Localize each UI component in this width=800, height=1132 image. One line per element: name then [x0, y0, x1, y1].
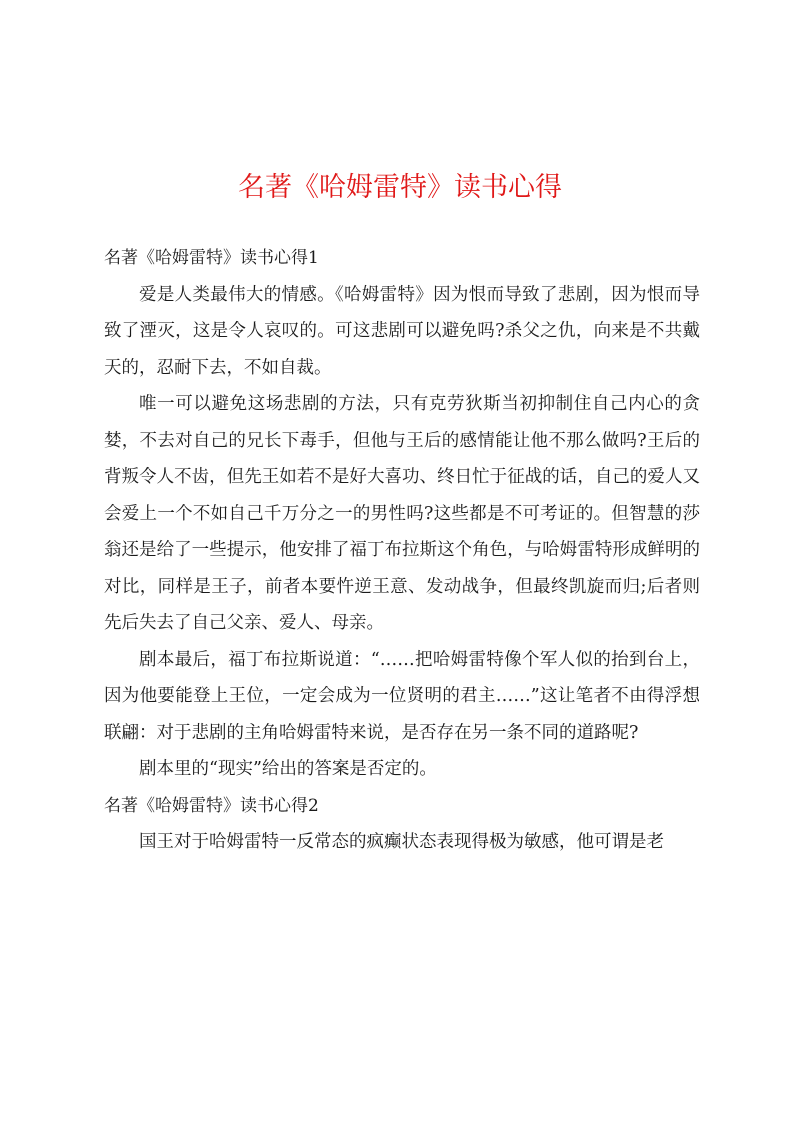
document-title: 名著《哈姆雷特》读书心得	[238, 172, 562, 203]
paragraph: 剧本最后，福丁布拉斯说道：“……把哈姆雷特像个军人似的抬到台上，因为他要能登上王位，一定会成为一位贤明的君主……”这让笔者不由得浮想联翩：对于悲剧的主角哈姆雷特来说，是否存在另一条不同的道路呢?	[104, 649, 700, 743]
paragraph: 剧本里的“现实”给出的答案是否定的。	[139, 759, 437, 779]
paragraph: 爱是人类最伟大的情感。《哈姆雷特》因为恨而导致了悲剧，因为恨而导致了湮灭，这是令人哀叹的。可这悲剧可以避免吗?杀父之仇，向来是不共戴天的，忍耐下去，不如自裁。	[104, 284, 700, 378]
section-heading-1: 名著《哈姆雷特》读书心得1	[104, 248, 319, 268]
section-heading-2: 名著《哈姆雷特》读书心得2	[104, 795, 319, 816]
paragraph: 国王对于哈姆雷特一反常态的疯癫状态表现得极为敏感，他可谓是老	[139, 832, 664, 852]
paragraph: 唯一可以避免这场悲剧的方法，只有克劳狄斯当初抑制住自己内心的贪婪，不去对自己的兄长下毒手，但他与王后的感情能让他不那么做吗?王后的背叛令人不齿，但先王如若不是好大喜功、终日忙于征战的话，自己的爱人又会爱上一个不如自己千万分之一的男性吗?这些都是不可考证的。但智慧的莎翁还是给了一些提示，他安排了福丁布拉斯这个角色，与哈姆雷特形成鲜明的对比，同样是王子，前者本要忤逆王意、发动战争，但最终凯旋而归;后者则先后失去了自己父亲、爱人、母亲。	[104, 394, 700, 633]
document-body	[104, 240, 700, 861]
